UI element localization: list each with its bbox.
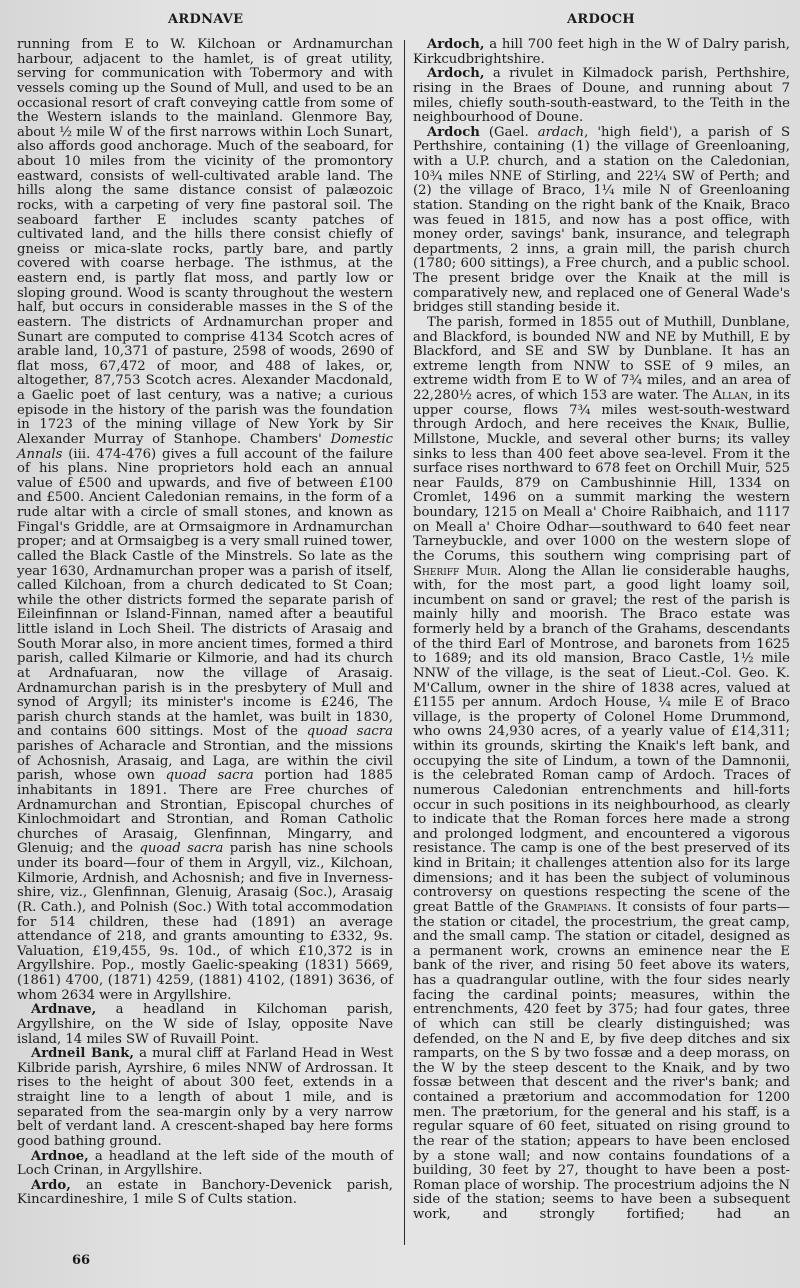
entry-text: . Along the Allan lie considerable haughs, with, for the most part, a good light loamy soil, incumbent on sand or gravel; the rest of the parish is mainly hilly and moorish. The Braco estate was formerly held by a branch of the Grahams, descendants of the third Earl of Montrose, and baronets from 1625 to 1689; and its old mansion, Braco Castle, 1½ mile NNW of the village, is the seat of Lieut.-Col. Geo. K. M'Callum, owner in the shire of 1838 acres, valued at £1155 per annum. Ardoch House, ¼ mile E of Braco village, is the property of Colonel Home Drummond, who owns 24,930 acres, of a yearly value of £14,311; within its grounds, skirting the Knaik's left bank, and occupying the site of Lindum, a town of the Damnonii, is the celebrated Roman camp of Ardoch. Traces of numerous Caledonian entrenchments and hill-forts occur in such positions in its neighbourhood, as clearly to indicate that the Roman forces here made a strong and prolonged lodgment, and encountered a vigorous resistance. The camp is one of the best preserved of its kind in Britain; it challenges attention also for its large dimensions; and it has been the subject of voluminous controversy on questions respecting the scene of the great Battle of the: [413, 563, 790, 915]
entry-headword: Ardnoe,: [31, 1148, 89, 1164]
italic-text: quoad sacra: [306, 724, 393, 740]
gazetteer-entry: [413, 126, 790, 316]
continued-paragraph: [17, 38, 393, 1003]
page-number: 66: [72, 1253, 91, 1268]
entry-text: portion had 1885 inhabitants in 1891. There are Free churches of Ardnamurchan and Strontian, Episcopal churches of Kinlochmoidart and Strontian, and Roman Catholic churches of Arasaig, Glenfinnan, Mingarry, and Glenuig; and the: [17, 768, 393, 857]
entry-text: (Gael.: [479, 124, 538, 140]
gazetteer-entry: [413, 67, 790, 126]
left-column: [17, 38, 393, 1208]
entry-text: . It consists of four parts—the station or citadel, the procestrium, the great camp, and the small camp. The station or citadel, designed as a permanent work, crowns an eminence near the E bank of the river, and rising 50 feet above its waters, has a quadrangular outline, with the four sides nearly facing the cardinal points; measures, within the entrenchments, 420 feet by 375; had four gates, three of which can still be clearly distinguished; was defended, on the N and E, by five deep ditches and six ramparts, on the S by two fossæ and a deep morass, on the W by the steep descent to the Knaik, and by two fossæ between that descent and the river's bank; and contained a prætorium and accommodation for 1200 men. The prætorium, for the general and his staff, is a regular square of 60 feet, situated on rising ground to the rear of the station; appears to have been enclosed by a stone wall; and now contains foundations of a building, 30 feet by 27, thought to have been a post-Roman place of worship. The procestrium adjoins the N side of the station; seems to have been a subsequent work, and strongly fortified; had an: [413, 899, 790, 1222]
entry-text: (iii. 474-476) gives a full account of the failure of his plans. Nine proprietors hold each an annual value of £500 and upwards, and five of between £100 and £500. Ancient Caledonian remains, in the form of a rude altar with a circle of small stones, and known as Fingal's Griddle, are at Ormsaigmore in Ardnamurchan proper; and at Ormsaigbeg is a very small ruined tower, called the Black Castle of the Minstrels. So late as the year 1630, Ardnamurchan proper was a parish of itself, called Kilchoan, from a church dedicated to St Coan; while the other districts formed the separate parish of Eileinfinnan or Island-Finnan, named after a beautiful little island in Loch Sheil. The districts of Arasaig and South Morar also, in more ancient times, formed a third parish, called Kilmarie or Kilmorie, and had its church at Ardnafuaran, now the village of Arasaig. Ardnamurchan parish is in the presbytery of Mull and synod of Argyll; its minister's income is £246, The parish church stands at the hamlet, was built in 1830, and contains 600 sittings. Most of the: [17, 446, 393, 740]
small-caps-name: Knaik: [700, 417, 735, 433]
entry-text: a mural cliff at Farland Head in West Kilbride parish, Ayrshire, 6 miles NNW of Ardrossan. It rises to the height of about 300 feet, extends in a straight line to a length of about 1 mile, and is separated from the sea-margin only by a very narrow belt of verdant land. A crescent-shaped bay here forms good bathing ground.: [17, 1046, 393, 1149]
entry-text: running from E to W. Kilchoan or Ardnamurchan harbour, adjacent to the hamlet, is of great utility, serving for communication with Tobermory and with vessels coming up the Sound of Mull, and used to be an occasional resort of craft conveying cattle from some of the Western islands to the mainland. Glenmore Bay, about ½ mile W of the first narrows within Loch Sunart, also affords good anchorage. Much of the seaboard, for about 10 miles from the vicinity of the promontory eastward, consists of well-cultivated arable land. The hills along the same distance consist of palæozoic rocks, with a carpeting of very fine pastoral soil. The seaboard farther E includes scanty patches of cultivated land, and the hills there consist chiefly of gneiss or mica-slate rocks, partly bare, and partly covered with coarse herbage. The isthmus, at the eastern end, is partly flat moss, and partly low or sloping ground. Wood is scanty throughout the western half, but occurs in considerable masses in the S of the eastern. The districts of Ardnamurchan proper and Sunart are computed to comprise 4134 Scotch acres of arable land, 10,371 of pasture, 2598 of woods, 2690 of flat moss, 67,472 of moor, and 488 of lakes, or, altogether, 87,753 Scotch acres. Alexander Macdonald, a Gaelic poet of last century, was a native; a curious episode in the history of the parish was the foundation in 1723 of the mining village of New York by Sir Alexander Murray of Stanhope. Chambers': [17, 37, 393, 447]
gazetteer-entry: [17, 1003, 393, 1047]
gazetteer-entry: [17, 1047, 393, 1149]
entry-text: a hill 700 feet high in the W of Dalry parish, Kirkcudbrightshire.: [413, 37, 790, 67]
entry-headword: Ardoch,: [427, 66, 485, 82]
entry-text: , in its upper course, flows 7¾ miles west-south-westward through Ardoch, and here receives the: [413, 388, 790, 433]
entry-headword: Ardoch,: [427, 37, 485, 52]
italic-text: quoad sacra: [139, 841, 224, 857]
small-caps-name: Sheriff Muir: [413, 563, 498, 579]
running-head-right: ARDOCH: [567, 12, 635, 27]
gazetteer-entry: [413, 38, 790, 67]
entry-text: a rivulet in Kilmadock parish, Perthshire, rising in the Braes of Doune, and running about 7 miles, chiefly south-south-eastward, to the Teith in the neighbourhood of Doune.: [413, 66, 790, 126]
gazetteer-entry: [17, 1179, 393, 1208]
entry-text: , 'high field'), a parish of S Perthshire, containing (1) the village of Greenloaning, with a U.P. church, and a station on the Caledonian, 10¾ miles NNE of Stirling, and 22¼ SW of Perth; and (2) the village of Braco, 1¼ mile N of Greenloaning station. Standing on the right bank of the Knaik, Braco was feued in 1815, and now has a post office, with money order, savings' bank, insurance, and telegraph departments, 2 inns, a grain mill, the parish church (1780; 600 sittings), a Free church, and a public school. The present bridge over the Knaik at the mill is comparatively new, and replaced one of General Wade's bridges still standing beside it.: [413, 124, 791, 316]
entry-headword: Ardnave,: [31, 1002, 97, 1018]
entry-text: parishes of Acharacle and Strontian, and the missions of Achosnish, Arasaig, and Laga, are within the civil parish, whose own: [17, 739, 393, 784]
column-divider: [404, 40, 405, 1245]
entry-text: The parish, formed in 1855 out of Muthill, Dunblane, and Blackford, is bounded NW and NE by Muthill, E by Blackford, and SE and SW by Dunblane. It has an extreme length from NNW to SSE of 9 miles, an extreme width from E to W of 7¾ miles, and an area of 22,280½ acres, of which 153 are water. The: [413, 314, 790, 403]
entry-text: a headland at the left side of the mouth of Loch Crinan, in Argyllshire.: [17, 1148, 393, 1179]
gazetteer-entry: [413, 316, 790, 1223]
entry-text: an estate in Banchory-Devenick parish, Kincardineshire, 1 mile S of Cults station.: [17, 1177, 393, 1208]
entry-text: a headland in Kilchoman parish, Argyllshire, on the W side of Islay, opposite Nave island, 14 miles SW of Ruvaill Point.: [17, 1002, 393, 1047]
small-caps-name: Allan: [712, 388, 749, 403]
right-column: [413, 38, 790, 1223]
small-caps-name: Grampians: [544, 899, 608, 915]
italic-text: ardach: [537, 124, 585, 140]
entry-headword: Ardo,: [31, 1177, 71, 1193]
running-head-left: ARDNAVE: [168, 12, 244, 27]
entry-text: , Bullie, Millstone, Muckle, and several other burns; its valley sinks to less than 400 feet above sea-level. From it the surface rises northward to 678 feet on Orchill Muir, 525 near Faulds, 879 on Cambushinnie Hill, 1334 on Cromlet, 1496 on a summit marking the western boundary, 1215 on Meall a' Choire Raibhaich, and 1117 on Meall a' Choire Odhar—southward to 640 feet near Tarneybuckle, and over 1000 on the western slope of the Corums, this southern wing comprising part of: [413, 417, 790, 564]
gazetteer-entry: [17, 1150, 393, 1179]
italic-text: Domestic Annals: [17, 431, 393, 462]
entry-headword: Ardoch: [427, 124, 480, 140]
entry-headword: Ardneil Bank,: [31, 1046, 134, 1062]
entry-text: parish has nine schools under its board—four of them in Argyll, viz., Kilchoan, Kilmorie, Ardnish, and Achosnish; and five in Inverness-shire, viz., Glenfinnan, Glenuig, Arasaig (Soc.), Arasaig (R. Cath.), and Polnish (Soc.) With total accommodation for 514 children, these had (1891) an average attendance of 218, and grants amounting to £332, 9s. Valuation, £19,455, 9s. 10d., of which £10,372 is in Argyllshire. Pop., mostly Gaelic-speaking (1831) 5669, (1861) 4700, (1871) 4259, (1881) 4102, (1891) 3636, of whom 2634 were in Argyllshire.: [17, 841, 393, 1003]
italic-text: quoad sacra: [165, 768, 254, 784]
